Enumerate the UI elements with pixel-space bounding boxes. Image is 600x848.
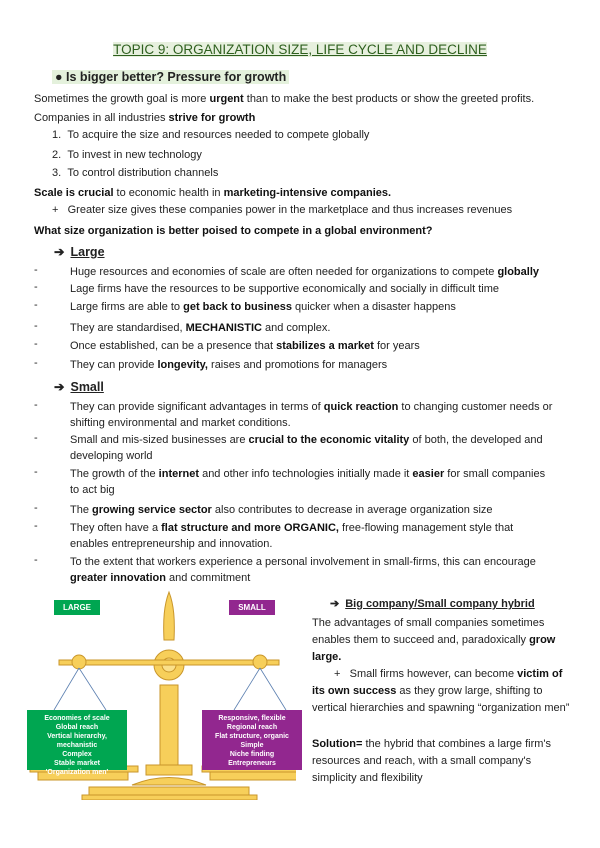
list-item: 3. To control distribution channels: [52, 167, 219, 179]
list-item: - To the extent that workers experience a personal involvement in small-firms, this can encourage greater innovation and commitment: [34, 554, 536, 584]
hybrid-solution: Solution= the hybrid that combines a large firm's resources and reach, with a small company's simplicity and flexibility: [312, 738, 551, 784]
large-attribute: Complex: [62, 751, 92, 758]
subheading-hybrid: ➔ Big company/Small company hybrid: [330, 598, 535, 610]
subheading-large: ➔ Large: [54, 245, 105, 259]
large-attribute: Global reach: [55, 724, 99, 731]
dash-marker: -: [34, 554, 38, 566]
dash-marker: -: [34, 338, 38, 350]
subheading-small: ➔ Small: [54, 380, 104, 394]
small-attribute: Simple: [240, 742, 264, 749]
list-item: - The growth of the internet and other info technologies initially made it easier for small companies to act big: [34, 466, 546, 496]
large-label: LARGE: [54, 600, 100, 615]
dash-marker: -: [34, 320, 38, 332]
dash-marker: -: [34, 299, 38, 311]
list-item: - Small and mis-sized businesses are crucial to the economic vitality of both, the developed and developing world: [34, 432, 543, 462]
list-item: - The growing service sector also contributes to decrease in average organization size: [34, 502, 493, 516]
large-attribute: Vertical hierarchy, mechanistic: [47, 733, 107, 749]
dash-marker: -: [34, 520, 38, 532]
hybrid-bullet: + Small firms however, can become victim of its own success as they grow large, shifting to vertical hierarchies and spawning “organization men”: [312, 668, 570, 714]
dash-marker: -: [34, 264, 38, 276]
small-attribute: Flat structure, organic: [215, 733, 289, 740]
list-item: - Huge resources and economies of scale are often needed for organizations to compete globally: [34, 264, 539, 278]
small-attributes-board: [202, 710, 302, 770]
list-item: - Lage firms have the resources to be supportive economically and socially in difficult time: [34, 281, 500, 295]
dash-marker: -: [34, 357, 38, 369]
list-item: - Large firms are able to get back to business quicker when a disaster happens: [34, 299, 456, 313]
list-item: + Greater size gives these companies power in the marketplace and thus increases revenues: [52, 204, 513, 216]
list-item: 2. To invest in new technology: [52, 149, 202, 161]
section-heading: ● Is bigger better? Pressure for growth: [52, 70, 289, 84]
large-attribute: Economies of scale: [44, 715, 110, 722]
hybrid-paragraph: The advantages of small companies sometimes enables them to succeed and, paradoxically grow large.: [312, 617, 556, 663]
balance-scale-image: [14, 590, 296, 800]
list-item: - They can provide longevity, raises and promotions for managers: [34, 357, 388, 371]
small-attribute: Entrepreneurs: [228, 760, 276, 767]
large-attribute: 'Organization men': [45, 769, 109, 776]
large-attributes-board: [27, 710, 127, 776]
list-item: - They are standardised, MECHANISTIC and complex.: [34, 320, 331, 334]
large-attribute: Stable market: [54, 760, 100, 767]
paragraph: Companies in all industries strive for growth: [34, 112, 256, 124]
paragraph: Scale is crucial to economic health in marketing-intensive companies.: [34, 187, 392, 199]
dash-marker: -: [34, 281, 38, 293]
list-item: - They often have a flat structure and more ORGANIC, free-flowing management style that enables entrepreneurship and innovation.: [34, 520, 514, 550]
small-attribute: Regional reach: [226, 724, 278, 731]
small-attribute: Niche finding: [229, 751, 275, 758]
list-item: 1. To acquire the size and resources needed to compete globally: [52, 129, 370, 141]
dash-marker: -: [34, 466, 38, 478]
page-title: TOPIC 9: ORGANIZATION SIZE, LIFE CYCLE AND DECLINE: [113, 42, 487, 57]
list-item: - They can provide significant advantages in terms of quick reaction to changing customer needs or shifting environmental and market conditions.: [34, 399, 553, 429]
question: What size organization is better poised to compete in a global environment?: [34, 225, 433, 237]
dash-marker: -: [34, 399, 38, 411]
dash-marker: -: [34, 502, 38, 514]
small-label: SMALL: [229, 600, 275, 615]
list-item: - Once established, can be a presence that stabilizes a market for years: [34, 338, 420, 352]
dash-marker: -: [34, 432, 38, 444]
paragraph: Sometimes the growth goal is more urgent than to make the best products or show the greeted profits.: [34, 93, 535, 105]
small-attribute: Responsive, flexible: [218, 715, 286, 722]
